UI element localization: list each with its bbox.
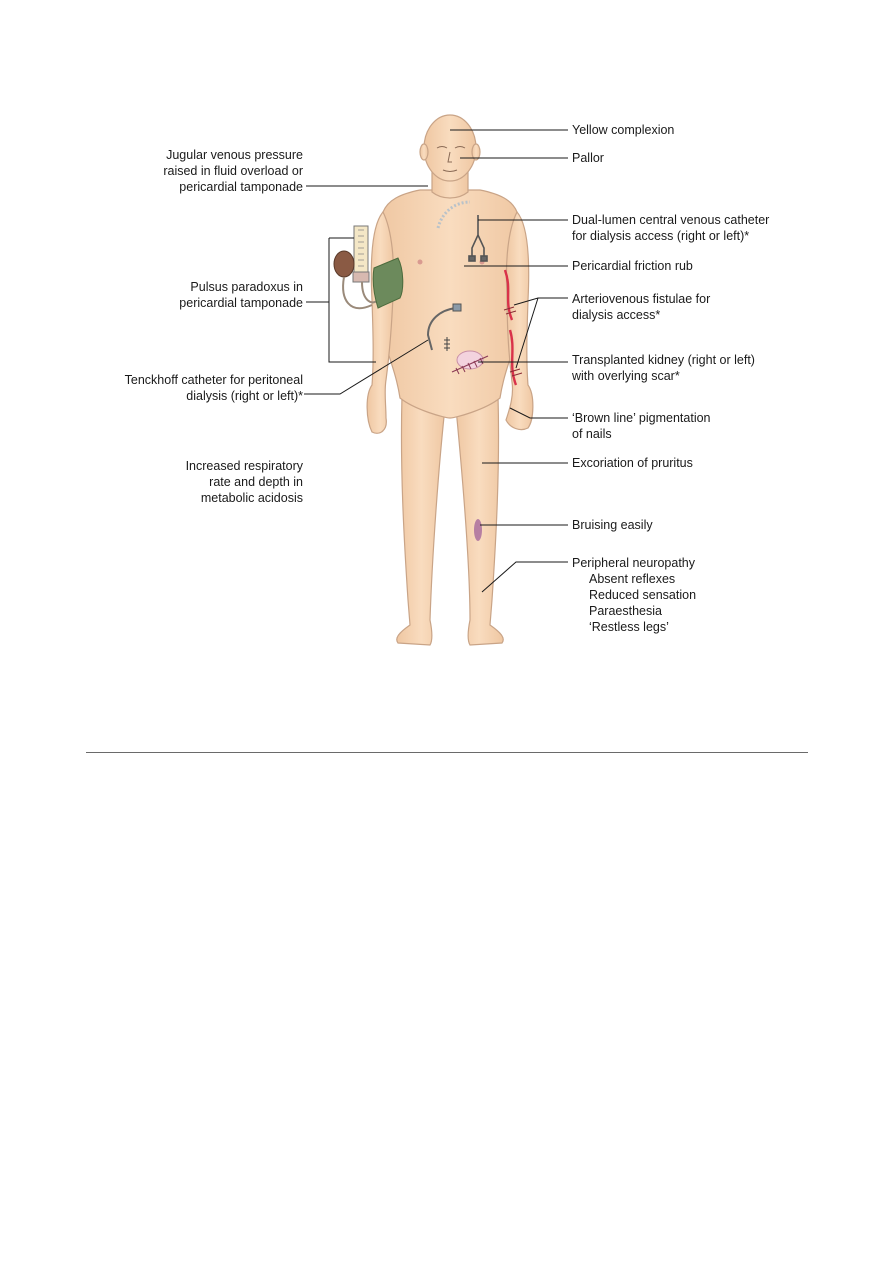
label-jvp-line-2: raised in fluid overload or bbox=[163, 164, 303, 178]
label-excoriation-text: Excoriation of pruritus bbox=[572, 456, 693, 470]
label-kidney-line-2: with overlying scar* bbox=[572, 369, 680, 383]
label-respiratory-line-2: rate and depth in bbox=[209, 475, 303, 489]
label-catheter-line-1: Dual-lumen central venous catheter bbox=[572, 213, 770, 227]
label-respiratory-line-3: metabolic acidosis bbox=[200, 491, 303, 505]
label-fistulae-line-2: dialysis access* bbox=[572, 308, 661, 322]
label-pallor-text: Pallor bbox=[572, 151, 604, 165]
label-peripheral-neuropathy bbox=[572, 555, 696, 635]
label-brown-line-2: of nails bbox=[572, 427, 612, 441]
label-pulsus-line-1: Pulsus paradoxus in bbox=[190, 280, 303, 294]
label-brown-line-1: ‘Brown line’ pigmentation bbox=[572, 411, 711, 425]
label-fistulae bbox=[572, 291, 710, 323]
label-tenckhoff-line-1: Tenckhoff catheter for peritoneal bbox=[124, 373, 303, 387]
label-neuropathy-item: ‘Restless legs’ bbox=[589, 620, 669, 634]
label-excoriation bbox=[572, 455, 693, 471]
left-arm bbox=[367, 212, 393, 433]
label-respiratory bbox=[186, 458, 303, 506]
label-neuropathy-item: Reduced sensation bbox=[589, 588, 697, 602]
label-pallor bbox=[572, 150, 604, 166]
label-jvp-line-1: Jugular venous pressure bbox=[166, 148, 303, 162]
label-neuropathy-item: Paraesthesia bbox=[589, 604, 662, 618]
inflation-bulb bbox=[334, 251, 354, 277]
label-jvp-line-3: pericardial tamponade bbox=[179, 180, 303, 194]
left-leg bbox=[397, 395, 446, 645]
label-bruising-text: Bruising easily bbox=[572, 518, 653, 532]
label-transplanted-kidney bbox=[572, 352, 755, 384]
label-brown-line bbox=[572, 410, 711, 442]
label-neuropathy-item: Absent reflexes bbox=[589, 572, 676, 586]
bruise-mark bbox=[474, 519, 482, 541]
left-ear bbox=[420, 144, 428, 160]
label-jvp bbox=[163, 147, 303, 195]
human-body-figure bbox=[367, 115, 533, 645]
label-kidney-line-1: Transplanted kidney (right or left) bbox=[572, 353, 755, 367]
right-arm bbox=[506, 212, 533, 430]
label-respiratory-line-1: Increased respiratory bbox=[185, 459, 303, 473]
label-neuropathy-title: Peripheral neuropathy bbox=[572, 556, 695, 570]
label-pulsus bbox=[179, 279, 303, 311]
leader-neuropathy bbox=[482, 562, 568, 592]
label-friction-text: Pericardial friction rub bbox=[572, 259, 693, 273]
label-yellow-complexion bbox=[572, 122, 674, 138]
label-fistulae-line-1: Arteriovenous fistulae for bbox=[572, 292, 711, 306]
mercury-column bbox=[354, 226, 368, 278]
left-nipple bbox=[418, 260, 423, 265]
label-pulsus-line-2: pericardial tamponade bbox=[179, 296, 303, 310]
label-catheter-line-2: for dialysis access (right or left)* bbox=[572, 229, 750, 243]
label-friction-rub bbox=[572, 258, 693, 274]
horizontal-divider bbox=[86, 752, 808, 753]
label-bruising bbox=[572, 517, 653, 533]
label-central-catheter bbox=[572, 212, 769, 244]
label-tenckhoff-line-2: dialysis (right or left)* bbox=[186, 389, 303, 403]
label-tenckhoff bbox=[125, 372, 303, 404]
label-yellow-text: Yellow complexion bbox=[572, 123, 675, 137]
torso bbox=[379, 190, 521, 418]
